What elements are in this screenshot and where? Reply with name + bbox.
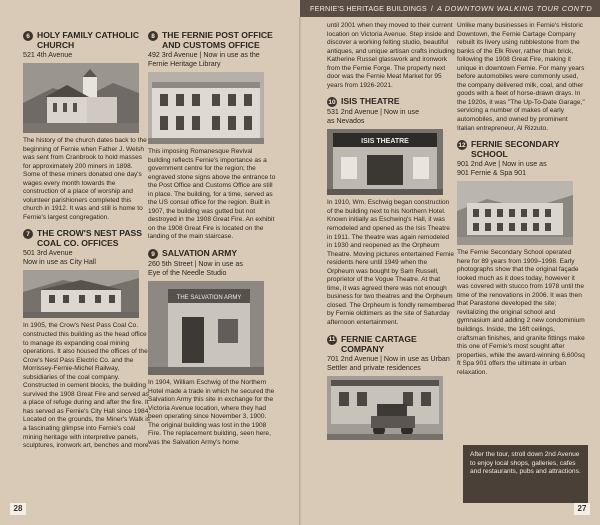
entry-title: SALVATION ARMY — [162, 248, 238, 259]
address-line: 701 2nd Avenue | Now in use as Urban — [327, 354, 450, 363]
address-line: 901 2nd Ave | Now in use as — [457, 160, 547, 169]
entry-description: In 1904, William Eschwig of the Northern Hotel made a trade in which he secured the Salvation Army this site in exchange for the Victoria Avenue location, where they had been operating since November 3, 1900. The original building was lost in the 1908 Fire. The replacement building, seen here, was the Salvation Army's home — [148, 379, 275, 446]
entry-title: FERNIE CARTAGE COMPANY — [341, 333, 417, 354]
salvation-army-photo — [148, 281, 264, 375]
entry-number-badge: 10 — [328, 98, 336, 106]
entry-9-heading — [148, 248, 276, 259]
header-title: FERNIE'S HERITAGE BUILDINGS — [310, 4, 427, 13]
entry-7-heading — [23, 228, 151, 248]
address-line: Fernie Heritage Library — [148, 60, 221, 68]
entry-address — [457, 160, 585, 178]
page-number-right: 27 — [574, 503, 590, 515]
continued-description: until 2001 when they moved to their current location on Victoria Avenue. Step inside and discover a working felting studio, beautiful antiques, and unique artisan crafts including Katherine Russel glasswork and ironwork from the Fernie Forge. The property next door was the Fernie Meat Market for 95 years from 1926-2021. — [327, 22, 455, 89]
isis-theatre-sign: ISIS THEATRE — [361, 138, 409, 146]
coal-office-photo — [23, 270, 139, 318]
isis-theatre-photo — [327, 129, 443, 195]
entry-address: 521 4th Avenue — [23, 51, 73, 59]
continued-description: Unlike many businesses in Fernie's Historic Downtown, the Fernie Cartage Company rebuilt its livery using rubblestone from the banks of the Elk River, rather than brick, following the 1908 Great Fire, making it unique in downtown Fernie. For many years before automobiles were commonly used, the company delivered milk, coal, and other goods with a fleet of horse-drawn drays. In the 1920s, it was "The Up-To-Date Garage," servicing a number of makes of early automobiles, and owned by prominent Italian entrepreneur, Al Rizzuto. — [457, 22, 585, 132]
entry-10-heading — [327, 96, 455, 107]
entry-number-badge: 8 — [148, 31, 158, 41]
entry-address — [148, 51, 276, 69]
entry-title: FERNIE SECONDARY SCHOOL — [471, 139, 560, 160]
entry-6-heading — [23, 30, 151, 50]
page-header — [300, 0, 600, 17]
secondary-school-photo — [457, 181, 573, 245]
entry-address — [327, 108, 455, 126]
entry-description: This imposing Romanesque Revival building reflects Fernie's importance as a government centre for the region; the engraved stone signs above the entrance to the Post Office and Customs Office are still in place. The building, for a time, served as the US consul office for the region. Built in 1907, the building was gutted but not destroyed in the 1908 Great Fire. An exhibit on the 1908 Great Fire is located on the landing of the main staircase. — [148, 148, 276, 241]
entry-title: ISIS THEATRE — [341, 96, 400, 107]
entry-address — [23, 249, 151, 267]
column-1 — [23, 28, 151, 457]
address-line: 901 Fernie & Spa 901 — [457, 169, 527, 178]
address-line: as Nevados — [327, 117, 365, 126]
entry-number-badge: 6 — [23, 31, 33, 41]
entry-description: The Fernie Secondary School operated here for 89 years from 1909–1998. Early photographs show that the original façade looked much as it does today, however it was covered with stucco from 1978 until the time of the renovations in 2006. It was then that Parastone developed the site; revitalizing the original school and gymnasium and adding 2 new condominium buildings. Inside, the 16ft ceilings, craftsman finishes, and granite fittings make this one of Fernie's most sought after properties, while the award-winning 6,600sq ft Spa 901 offers the ultimate in urban relaxation. — [457, 249, 585, 376]
cartage-company-photo — [327, 376, 443, 440]
address-line: 501 3rd Avenue — [23, 249, 73, 258]
address-line: Eye of the Needle Studio — [148, 269, 227, 278]
address-line: Now in use as City Hall — [23, 258, 96, 267]
entry-number-badge: 12 — [458, 141, 466, 149]
page-gutter — [299, 17, 301, 525]
salvation-army-sign: THE SALVATION ARMY — [176, 295, 242, 302]
column-4 — [457, 22, 585, 383]
page-number-left: 28 — [10, 503, 26, 515]
header-separator: / — [430, 4, 434, 13]
tour-tip-box: After the tour, stroll down 2nd Avenue to enjoy local shops, galleries, cafes and restaurants, pubs and attractions. — [463, 445, 588, 503]
entry-11-heading — [327, 334, 455, 354]
entry-title: THE CROW'S NEST PASS COAL CO. OFFICES — [37, 228, 143, 249]
address-line: 531 2nd Avenue | Now in use — [327, 108, 420, 117]
entry-address — [327, 355, 455, 373]
entry-number-badge: 7 — [23, 229, 33, 239]
entry-address — [148, 260, 276, 278]
entry-description: The history of the church dates back to the beginning of Fernie when Father J. Welsh was sent from Cranbrook to hold masses for approximately 200 miners in 1898. Some of these miners donated one day's wages every month towards the construction of a place of worship and volunteer parishioners completed this church in 1912. It was and still is home to Fernie's largest congregation. — [23, 137, 147, 221]
post-office-photo — [148, 72, 264, 144]
entry-title: HOLY FAMILY CATHOLIC CHURCH — [37, 30, 140, 50]
entry-number-badge: 11 — [328, 336, 336, 344]
address-line: 260 5th Street | Now in use as — [148, 260, 243, 269]
column-3 — [327, 22, 455, 444]
entry-title: THE FERNIE POST OFFICE AND CUSTOMS OFFICE — [162, 30, 273, 50]
header-subtitle: A DOWNTOWN WALKING TOUR CONT'D — [437, 4, 593, 13]
church-photo — [23, 63, 139, 133]
address-line: 492 3rd Avenue | Now in use as the — [148, 51, 260, 59]
entry-description: In 1910, Wm. Eschwig began construction of the building next to his Northern Hotel. Known initially as Eschwing's Hall, it was remodeled and opened as the Isis Theatre in 1911. The theatre was again remodeled in 1930 and reopened as the Orpheum Theatre. Moving pictures entertained Fernie residents here until 1949 when the Orpheum was bought by Sam Russell, proprietor of the Vogue Theatre. At that time, it was agreed there was not enough business for two theatres and the Orpheum closed. The Orpheum is fondly remembered by Fernie oldtimers as the site of Saturday afternoon entertainment. — [327, 199, 455, 327]
entry-number-badge: 9 — [148, 249, 158, 259]
column-2 — [148, 28, 276, 453]
address-line: Settler and private residences — [327, 363, 421, 372]
entry-8-heading — [148, 30, 276, 50]
entry-description: In 1905, the Crow's Nest Pass Coal Co. constructed this building as the head office to manage its expanding coal mining operations. It also housed the offices of the Crow's Nest Pass Electric Co. and the Morrissey-Fernie-Michel Railway, subsidiaries of the coal company. Constructed in cement blocks, the building survived the 1908 Great Fire and served as a place of refuge during and after the fire. It has served as Fernie's City Hall since 1984. Located on the grounds, the Miner's Walk is a fascinating glimpse into Fernie's coal mining heritage with interpretive panels, sculptures, ironwork art, benches and more. — [23, 322, 151, 450]
entry-12-heading — [457, 139, 585, 159]
